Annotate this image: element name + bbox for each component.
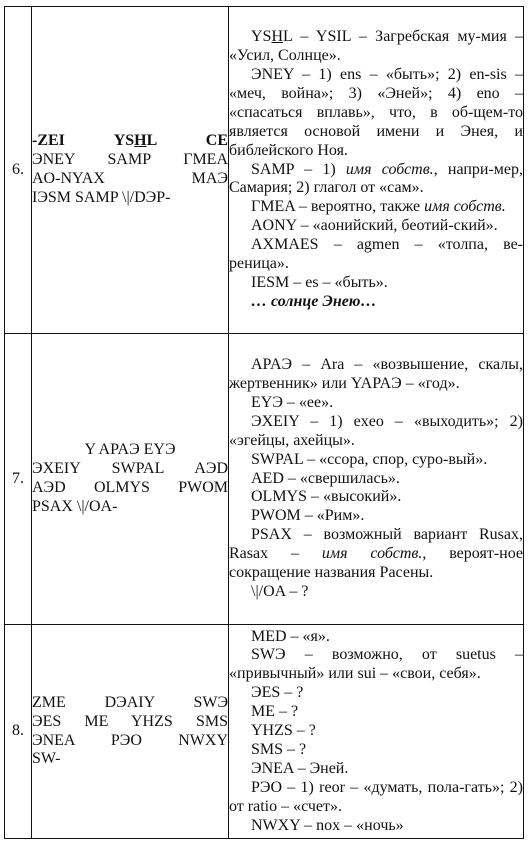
text-run: PSAX – возможный вариант Rusax, Rasax – [229,526,523,563]
gloss-entry [229,646,523,684]
text-run: YHZS – ? [251,722,316,740]
text-run: APAЭ – Ara – «возвышение, скалы, жертвенник» или YAPAЭ – «год». [229,356,523,393]
text-run: , вероят-ное сокращение названия Расены. [229,545,524,582]
text-run: OLMYS – «высокий». [251,488,402,506]
text-run: -ZEI YS [32,132,135,150]
gloss-entry [229,274,523,293]
gloss-table [4,6,524,839]
gloss-entry [229,470,523,489]
row-number: 6. [5,7,32,334]
gloss-entry [229,451,523,470]
underlined-text: H [134,132,147,150]
gloss-entry [229,817,523,836]
gloss-entry [229,779,523,817]
gloss-list [229,334,524,625]
text-run: L – YSIL – Загребская му-мия – «Усил, Солнце». [229,28,523,65]
gloss-entry [229,526,523,583]
gloss-entry [229,741,523,760]
text-run: ЭES – ? [251,684,304,702]
inscription-line [32,132,228,151]
gloss-entry [229,394,523,413]
text-run: AED – «свершилась». [251,469,400,487]
gloss-entry [229,628,523,647]
inscription-line: PSAX \|/OA- [32,497,118,515]
table-row [5,7,524,334]
italic-text: имя собств. [321,545,423,563]
text-run: SWPAL – «ссора, спор, суро-вый». [251,450,488,468]
inscription-line: ЭNEY SAMP ГMEA [32,151,228,169]
text-run: SMS – ? [251,740,307,758]
text-run: PЭO – 1) reor – «думать, пола-гать»; 2) от ratio – «счет». [229,778,523,815]
text-run: PWOM – «Рим». [251,507,365,525]
inscription-line: ЭES ME YHZS SMS [32,712,228,730]
text-run: ME – ? [251,703,299,721]
text-run: AONY – «аонийский, беотий-ский». [251,217,498,235]
inscription-text [32,625,229,839]
inscription-line: AЭD OLMYS PWOM [32,479,228,496]
text-run: ГMEA – вероятно, также [251,198,425,216]
text-run: ЭNEY – 1) ens – «быть»; 2) en-sis – «меч, война»; 3) «Эней»; 4) eno – «спасаться вплавь», что, в об-щем-то является основой имени и Энея, и библейского Ноя. [229,66,523,159]
gloss-entry [229,356,523,394]
inscription-text [32,7,229,334]
table-row [5,334,524,625]
inscription-text [32,334,229,625]
gloss-entry [229,760,523,779]
text-run: ЭNEA – Эней. [251,759,349,777]
inscription-line: ZME DЭAIY SWЭ [32,693,228,711]
italic-text: имя собств. [345,160,434,178]
text-run: \|/OA – ? [251,582,309,600]
inscription-line: Y APAЭ EYЭ [84,441,176,459]
inscription-line: ЭNEA PЭO NWXY [32,731,228,749]
gloss-entry [229,161,523,199]
gloss-entry [229,488,523,507]
text-run: YS [251,28,272,46]
gloss-entry [229,583,523,602]
gloss-entry [229,684,523,703]
text-run: NWXY – nox – «ночь» [251,816,404,834]
italic-text: имя собств. [424,198,506,216]
gloss-entry [229,236,523,274]
underlined-text: H [271,28,284,46]
text-run: SWЭ – возможно, от suetus – «привычный» или sui – «свои, себя». [229,646,523,683]
gloss-entry [229,722,523,741]
inscription-line: IЭSM SAMP \|/DЭP- [32,188,171,206]
gloss-entry [229,217,523,236]
text-run: L CE [146,132,228,150]
text-run: SAMP – 1) [251,160,346,178]
gloss-entry [229,413,523,451]
gloss-list [229,7,524,334]
text-run: MED – «я». [251,627,330,645]
gloss-entry [229,28,523,66]
text-run: IESM – es – «быть». [251,273,388,291]
gloss-entry [229,703,523,722]
gloss-entry [229,507,523,526]
row-number: 7. [5,334,32,625]
text-run: ЭXEIY – 1) exeo – «выходить»; 2) «эгейцы, ахейцы». [229,412,523,449]
gloss-entry [229,66,523,161]
row-number: 8. [5,625,32,839]
inscription-line: ЭXEIY SWPAL AЭD [32,460,228,478]
inscription-line: SW- [32,750,61,768]
table-row [5,625,524,839]
text-run: EYЭ – «ее». [251,393,334,411]
text-run: AXMAES – agmen – «толпа, ве-реница». [229,236,523,273]
gloss-entry [229,198,523,217]
translation-note: … солнце Энею… [251,292,377,310]
text-run: , напри-мер, Самария; 2) глагол от «сам». [229,160,524,197]
inscription-line: AO-NYAX MAЭ [32,170,228,187]
gloss-list [229,625,524,839]
